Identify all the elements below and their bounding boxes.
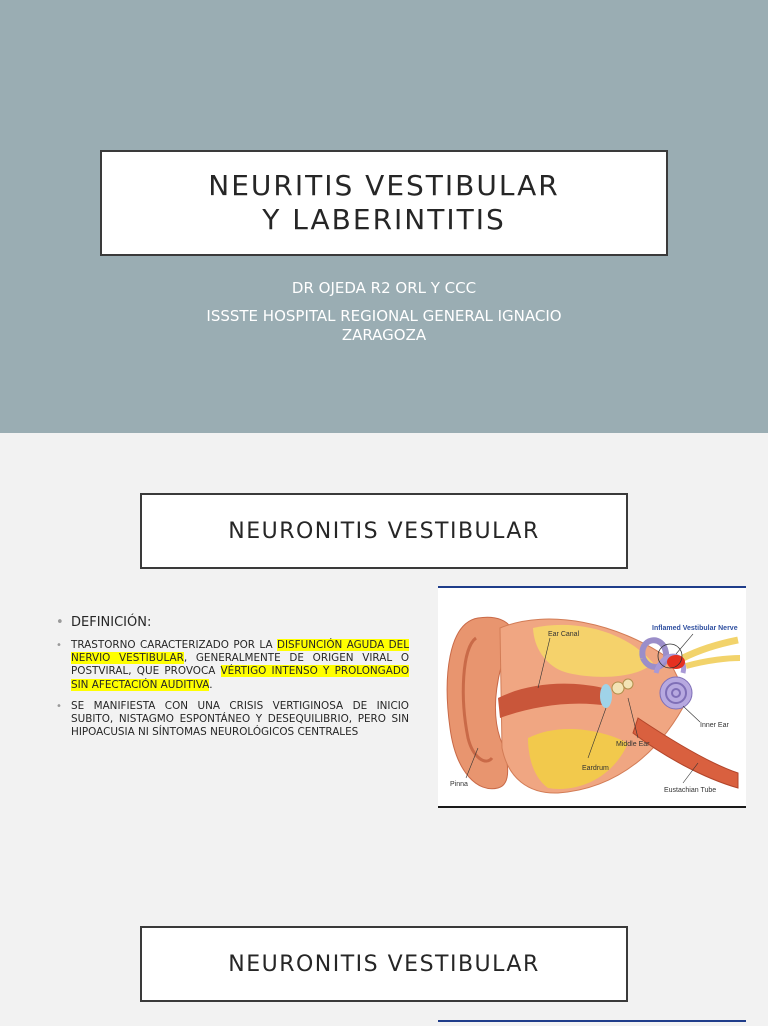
slide-title-line-1: NEURITIS VESTIBULAR [208, 169, 560, 202]
highlight-vertigo: VÉRTIGO INTENSO Y PROLONGADO SIN AFECTACIÓN AUDITIVA [71, 665, 409, 691]
label-eustachian-tube: Eustachian Tube [664, 787, 717, 794]
bullet-definition [56, 615, 409, 630]
author-line: DR OJEDA R2 ORL Y CCC [291, 279, 477, 297]
label-ear-canal: Ear Canal [548, 631, 580, 638]
bullet-list [56, 615, 409, 747]
title-slide [0, 0, 768, 433]
label-inner-ear: Inner Ear [700, 722, 729, 729]
label-eardrum: Eardrum [582, 765, 609, 772]
sub-bullet-manifestation [56, 700, 409, 740]
section-title: NEURONITIS VESTIBULAR [228, 518, 540, 544]
institution-line: ISSSTE HOSPITAL REGIONAL GENERAL IGNACIO ZARAGOZA [206, 307, 562, 344]
sub-bullet-text-1c: . [209, 678, 213, 691]
bullet-definition-text: DEFINICIÓN: [71, 615, 152, 630]
sub-bullet-text-1a: TRASTORNO CARACTERIZADO POR LA [71, 639, 277, 651]
label-middle-ear: Middle Ear [616, 741, 650, 748]
bullet-dot-icon: • [56, 700, 62, 712]
title-box [100, 150, 668, 256]
next-section-title: NEURONITIS VESTIBULAR [228, 951, 540, 977]
next-section-title-box [140, 926, 628, 1002]
highlight-disfuncion: DISFUNCIÓN AGUDA DEL NERVIO VESTIBULAR [71, 639, 409, 665]
label-inflamed-nerve: Inflamed Vestibular Nerve [652, 625, 738, 632]
ear-anatomy-figure [438, 586, 746, 808]
sub-bullet-text-2: SE MANIFIESTA CON UNA CRISIS VERTIGINOSA DE INICIO SUBITO, NISTAGMO ESPONTÁNEO Y DESEQUILIBRIO, PERO SIN HIPOACUSIA NI SÍNTOMAS NEUROLÓGICOS CENTRALES [71, 699, 409, 739]
bullet-dot-icon: • [56, 640, 62, 651]
slide-title-line-2: Y LABERINTITIS [262, 203, 506, 236]
sub-bullet-text-1b: , GENERALMENTE DE ORIGEN VIRAL O POSTVIRAL, QUE PROVOCA [71, 652, 409, 678]
label-pinna: Pinna [450, 781, 468, 788]
bullet-dot-icon: • [56, 615, 64, 630]
sub-bullet-definition [56, 639, 409, 692]
section-title-box [140, 493, 628, 569]
next-figure-top-rule [438, 1020, 746, 1026]
definition-slide [0, 433, 768, 1024]
ear-anatomy-illustration [438, 588, 746, 802]
